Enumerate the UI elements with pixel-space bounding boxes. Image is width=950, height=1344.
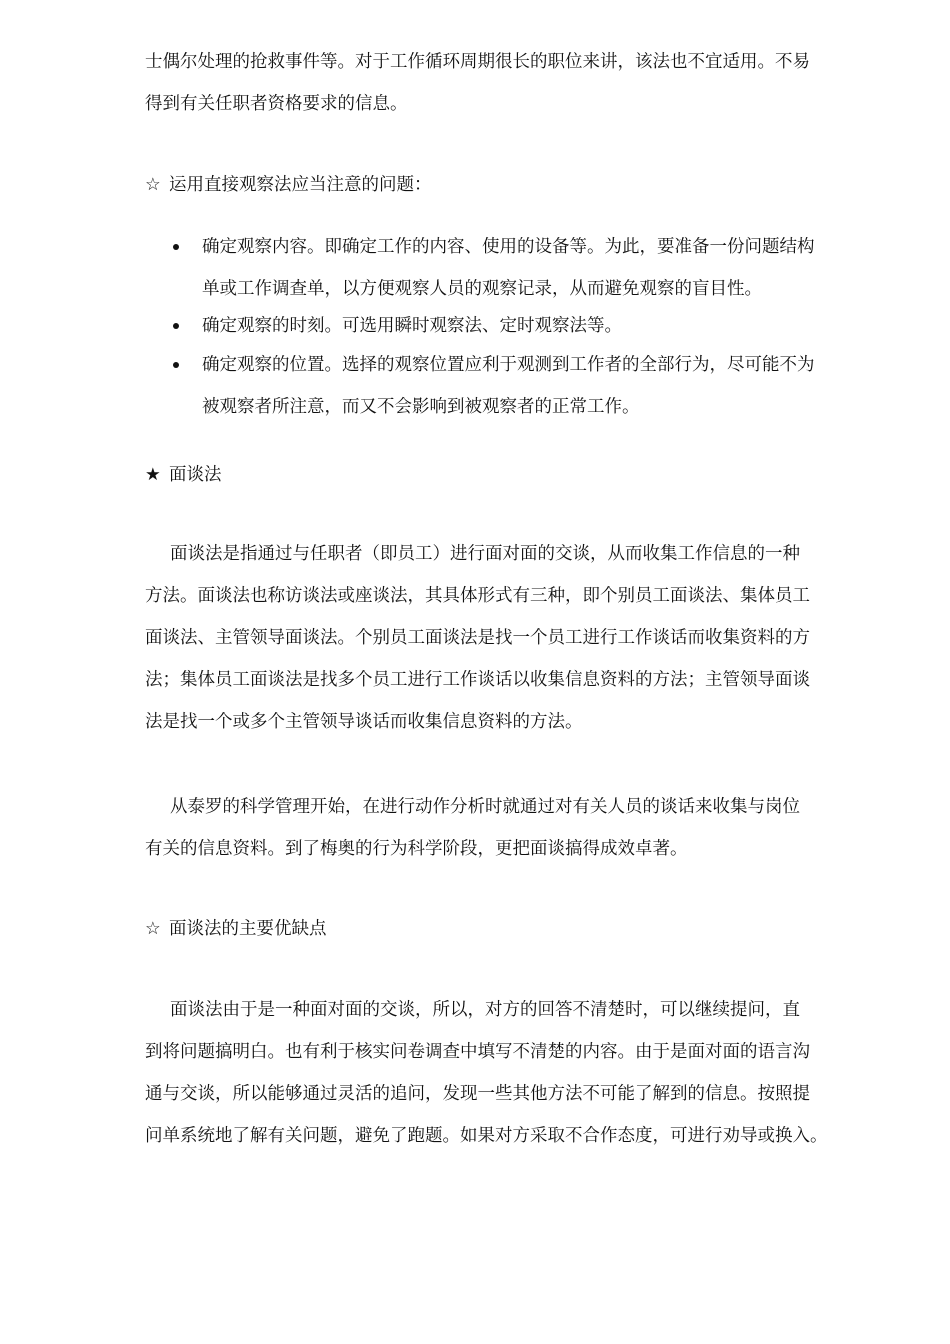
text-line: 从泰罗的科学管理开始，在进行动作分析时就通过对有关人员的谈话来收集与岗位	[170, 797, 800, 817]
text-line: 到将问题搞明白。也有利于核实问卷调查中填写不清楚的内容。由于是面对面的语言沟	[145, 1042, 810, 1062]
text-line: 有关的信息资料。到了梅奥的行为科学阶段，更把面谈搞得成效卓著。	[145, 839, 688, 859]
text-line: 面谈法、主管领导面谈法。个别员工面谈法是找一个员工进行工作谈话而收集资料的方	[145, 628, 810, 648]
intro-paragraph	[145, 41, 890, 125]
filled-star-icon: ★	[145, 465, 161, 485]
text-line: 面谈法是指通过与任职者（即员工）进行面对面的交谈，从而收集工作信息的一种	[170, 544, 800, 564]
text-line: 单或工作调查单，以方便观察人员的观察记录，从而避免观察的盲目性。	[202, 279, 762, 299]
observation-bullet-list	[145, 226, 890, 428]
interview-paragraph-definition	[145, 533, 890, 743]
hollow-star-icon: ☆	[145, 919, 161, 939]
bullet-icon	[173, 244, 179, 250]
text-line: 士偶尔处理的抢救事件等。对于工作循环周期很长的职位来讲，该法也不宜适用。不易	[145, 52, 810, 72]
list-item	[145, 344, 890, 428]
bullet-icon	[173, 323, 179, 329]
heading-text: 面谈法的主要优缺点	[169, 919, 327, 939]
heading-text: 运用直接观察法应当注意的问题：	[169, 175, 432, 195]
section-heading-observation	[145, 170, 432, 200]
text-line: 方法。面谈法也称访谈法或座谈法，其具体形式有三种，即个别员工面谈法、集体员工	[145, 586, 810, 606]
bullet-icon	[173, 362, 179, 368]
section-heading-interview	[145, 460, 222, 490]
hollow-star-icon: ☆	[145, 175, 161, 195]
text-line: 法；集体员工面谈法是找多个员工进行工作谈话以收集信息资料的方法；主管领导面谈	[145, 670, 810, 690]
interview-paragraph-history	[145, 786, 890, 870]
text-line: 确定观察的位置。选择的观察位置应利于观测到工作者的全部行为，尽可能不为	[202, 355, 815, 375]
list-item	[145, 226, 890, 310]
text-line: 问单系统地了解有关问题，避免了跑题。如果对方采取不合作态度，可进行劝导或换入。	[145, 1126, 828, 1146]
heading-text: 面谈法	[169, 465, 222, 485]
pros-cons-paragraph	[145, 989, 890, 1157]
text-line: 得到有关任职者资格要求的信息。	[145, 94, 408, 114]
text-line: 面谈法由于是一种面对面的交谈，所以，对方的回答不清楚时，可以继续提问，直	[170, 1000, 800, 1020]
text-line: 确定观察内容。即确定工作的内容、使用的设备等。为此，要准备一份问题结构	[202, 237, 815, 257]
text-line: 确定观察的时刻。可选用瞬时观察法、定时观察法等。	[202, 316, 622, 336]
section-heading-pros-cons	[145, 914, 327, 944]
list-item	[145, 305, 890, 347]
text-line: 法是找一个或多个主管领导谈话而收集信息资料的方法。	[145, 712, 583, 732]
text-line: 通与交谈，所以能够通过灵活的追问，发现一些其他方法不可能了解到的信息。按照提	[145, 1084, 810, 1104]
text-line: 被观察者所注意，而又不会影响到被观察者的正常工作。	[202, 397, 640, 417]
